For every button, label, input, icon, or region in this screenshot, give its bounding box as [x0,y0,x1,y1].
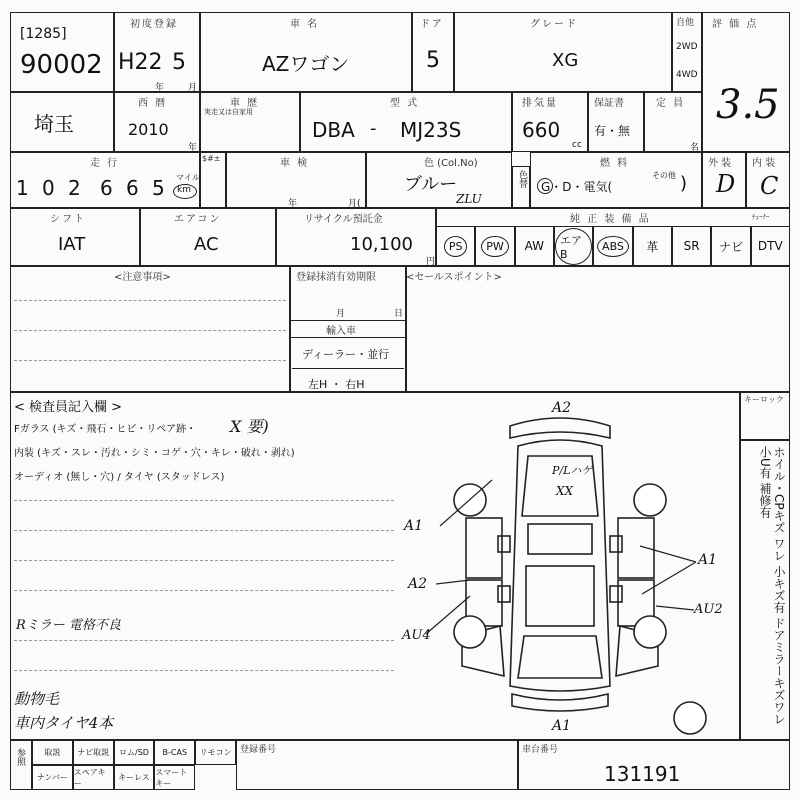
diagram-roof-note: P/Lハゲ [552,464,593,477]
mileage-digit-3: 2 [68,176,81,200]
year-unit: 年 [188,143,198,153]
interior-label: 内 装 [752,158,776,169]
footer-item: ロム/SD [114,740,155,765]
equipment-label-text: PW [481,236,509,257]
shift-label: シフト [50,214,86,225]
car-diagram [400,396,740,740]
sales-point-cell [406,266,790,392]
mileage-digit-2: 0 [42,176,55,200]
equipment-label-text: ナビ [718,239,743,254]
inspector-line1-mark: X 要) [230,417,269,436]
footer-item: B-CAS [154,740,195,765]
dereg-month-unit: 月 [336,309,346,319]
footer-item: スペアキー [73,765,114,790]
score-label: 評 価 点 [712,19,759,30]
mileage-digit-1: 1 [16,176,29,200]
inspection-year-unit: 年 [288,199,298,209]
inspection-month-unit: 月( [348,199,361,209]
prefecture: 埼玉 [34,112,74,136]
fuel-options: G・D・電気( [541,180,613,194]
mileage-digit-5: 6 [126,176,139,200]
first-reg-month-unit: 月 [188,83,198,93]
tuner-label: ﾁｭｰﾅｰ [752,213,770,221]
footer-item: ナンバー [32,765,73,790]
recycle-label: リサイクル預託金 [304,214,383,225]
color-label: 色 (Col.No) [424,158,478,169]
equipment-item [475,226,514,266]
odometer-label: $#± [202,154,221,163]
aircon-label: エアコン [174,214,222,225]
diagram-bottom-label: A1 [552,718,572,734]
equipment-item [593,226,632,266]
history-note: 実走又は自家用 [204,108,253,116]
first-reg-year-unit: 年 [155,83,165,93]
color-change-label: 色替 [517,170,527,188]
equipment-label: 純 正 装 備 品 [570,214,651,225]
equipment-label-text: DTV [757,239,783,253]
model-prefix: DBA [312,118,355,142]
model-dash: - [370,118,377,139]
first-reg-era: H22 [118,50,163,75]
caution-cell [10,266,290,392]
dealer: ディーラー・並行 [302,348,390,361]
mileage-label: 走 行 [90,158,120,169]
chassis-number: 131191 [604,762,681,786]
displacement: 660 [522,118,561,142]
aircon: AC [194,234,219,255]
diagram-left-front: A1 [404,518,424,534]
grade-label: グレード [530,19,578,30]
car-name: AZワゴン [262,52,350,76]
shift: IAT [58,234,86,255]
dereg-day-unit: 日 [394,309,404,319]
door-label: ドア [420,19,444,30]
equipment-label-text: ABS [597,236,629,257]
color: ブルー [404,174,458,195]
registration-label: 登録番号 [240,745,277,755]
fuel-label: 燃 料 [600,158,630,169]
interior-grade: C [760,172,779,200]
diagram-left-mid: A2 [408,576,428,592]
score: 3.5 [716,82,780,128]
diagram-right-rear: AU2 [694,602,723,617]
first-reg-month: 5 [172,50,186,75]
keyless-label: キーロック [744,395,784,404]
diagram-roof-mark: XX [556,484,574,498]
equipment-item [436,226,475,266]
equipment-item [751,226,790,266]
drive-2wd: 2WD [676,42,698,52]
footer-item: スマートキー [154,765,195,790]
equipment-label-text: PS [444,236,468,257]
capacity-unit: 名 [690,143,700,153]
equipment-label-text: エアB [555,228,592,265]
deregistration-label: 登録抹消有効期限 [296,272,376,283]
footer-item: リモコン [195,740,236,765]
equipment-item [633,226,672,266]
color-code: ZLU [456,192,482,206]
car-name-label: 車 名 [290,19,320,30]
footer-item: キーレス [114,765,155,790]
inspection-expiry-label: 車 検 [280,158,310,169]
equipment-item [554,226,593,266]
inspector-hand1: Rミラー 電格不良 [16,618,121,633]
equipment-label-text: AW [524,239,545,253]
recycle-fee: 10,100 [350,234,413,255]
exterior-label: 外 装 [708,158,732,169]
import-label: 輸入車 [326,326,356,337]
history-label: 車 歴 [230,98,260,109]
sales-point-label: <セールスポイント> [406,272,502,283]
steering: 左H ・ 右H [308,378,365,391]
side-notes: ホイル・CPキズ ワレ 小キズ有 ドアミラーキズワレ 小U有 補修有 [758,446,786,726]
footer-ref-label: 参照 [15,748,25,766]
equipment-label-text: SR [683,239,700,253]
inspector-line2: 内装 (キズ・スレ・汚れ・シミ・コゲ・穴・キレ・破れ・剥れ) [14,448,295,459]
grade: XG [552,50,579,71]
warranty-label: 保証書 [594,98,624,109]
footer-item: ナビ取説 [73,740,114,765]
inspector-line3: オーディオ (無し・穴) / タイヤ (スタッドレス) [14,472,225,483]
doors: 5 [426,48,440,73]
model-code: MJ23S [400,118,462,142]
year: 2010 [128,120,169,139]
recycle-unit: 円 [426,257,436,267]
diagram-right-front: A1 [698,552,718,568]
displacement-unit: cc [572,140,582,150]
equipment-item [672,226,711,266]
inspector-title: < 検査員記入欄 > [14,400,123,415]
drive-label: 自他 [676,18,695,28]
fuel-other: その他 [652,171,676,180]
chassis-label: 車台番号 [522,745,559,755]
inspector-hand2: 動物毛 [14,690,60,708]
diagram-top-label: A2 [552,400,572,416]
lot-number: 90002 [20,50,103,80]
capacity-label: 定 員 [656,98,686,109]
equipment-item [711,226,750,266]
displacement-label: 排気量 [522,98,558,109]
warranty: 有・無 [594,124,631,138]
equipment-label-text: 革 [646,239,659,254]
footer-item: 取説 [32,740,73,765]
mileage-digit-6: 5 [152,176,165,200]
first-reg-label: 初度登録 [130,19,178,30]
mileage-unit-km: km [177,185,191,195]
exterior-grade: D [716,170,736,198]
caution-label: <注意事項> [114,272,171,283]
diagram-left-rear: AU4 [402,628,431,643]
registration-cell [236,740,518,790]
drive-4wd: 4WD [676,70,698,80]
model-label: 型 式 [390,98,420,109]
front-bumper-shape [510,418,610,438]
inspector-line1: Fガラス (キズ・飛石・ヒビ・リペア跡・ [14,424,197,435]
equipment-item [515,226,554,266]
mileage-digit-4: 6 [100,176,113,200]
year-label: 西 暦 [138,98,168,109]
inspector-hand3: 車内タイヤ4本 [14,714,114,732]
lot-number-bracket: [1285] [20,26,67,42]
fuel-close: ) [680,173,688,194]
mileage-unit-mile: マイル [176,173,200,182]
